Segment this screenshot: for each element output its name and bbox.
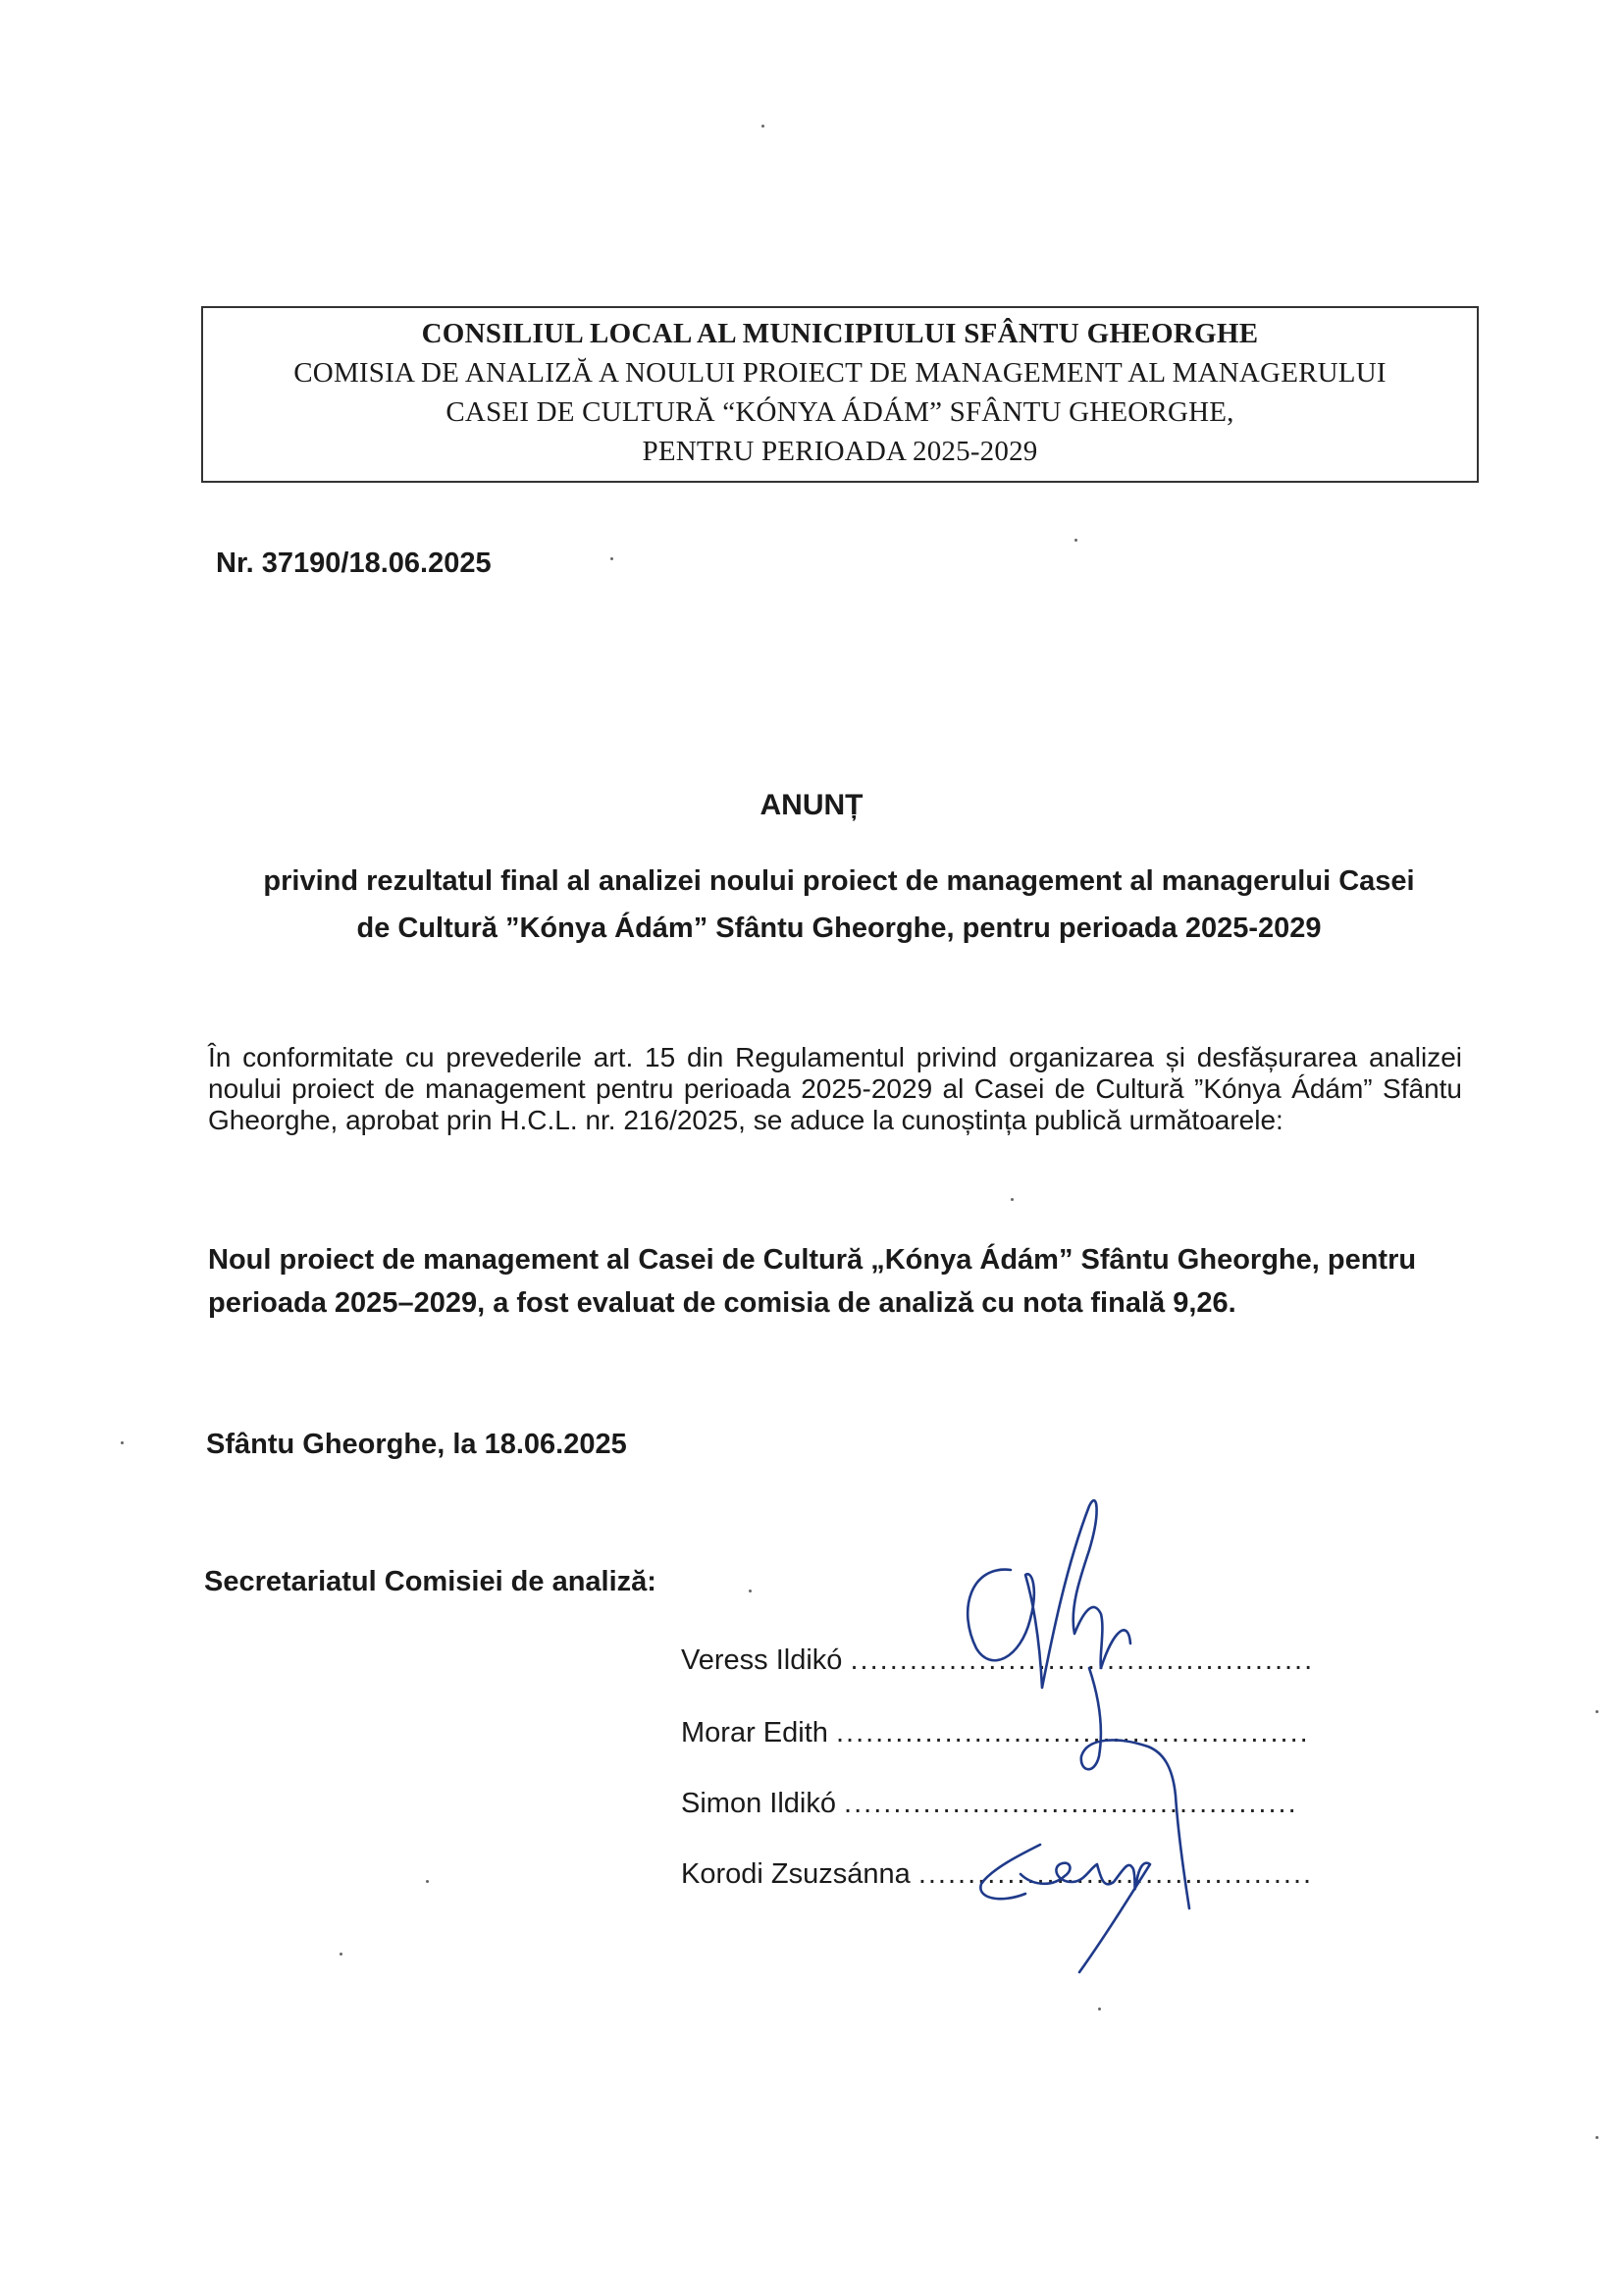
scan-speck	[1596, 1710, 1598, 1713]
secretariat-label: Secretariatul Comisiei de analiză:	[204, 1566, 656, 1597]
signature-line: ................................................	[835, 1717, 1310, 1748]
period-line: PENTRU PERIOADA 2025-2029	[642, 436, 1038, 467]
signatory-name: Simon Ildikó	[681, 1788, 836, 1819]
signatory-name: Korodi Zsuzsánna	[681, 1858, 911, 1890]
signature-line: ...............................................	[850, 1644, 1315, 1676]
signatory-row	[681, 1717, 1310, 1749]
document-title: ANUNȚ	[759, 789, 864, 821]
scan-speck	[1098, 2008, 1101, 2010]
scan-speck	[1011, 1198, 1014, 1201]
scan-speck	[1596, 2136, 1598, 2139]
document-subtitle	[206, 858, 1472, 952]
subtitle-line-2: de Cultură ”Kónya Ádám” Sfântu Gheorghe, pentru perioada 2025-2029	[356, 913, 1322, 944]
signature-line: ..............................................	[844, 1788, 1298, 1819]
council-name: CONSILIUL LOCAL AL MUNICIPIULUI SFÂNTU GHEORGHE	[421, 318, 1259, 349]
scan-speck	[340, 1953, 342, 1956]
scan-speck	[1074, 539, 1077, 542]
subtitle-line-1: privind rezultatul final al analizei noului proiect de management al managerului Casei	[263, 865, 1415, 897]
scan-speck	[761, 125, 764, 128]
registration-number: Nr. 37190/18.06.2025	[216, 548, 492, 579]
scan-speck	[749, 1590, 752, 1592]
signatory-row	[681, 1644, 1314, 1677]
body-paragraph: În conformitate cu prevederile art. 15 din Regulamentul privind organizarea și desfășurarea analizei noului proiect de management pentru perioada 2025-2029 al Casei de Cultură ”Kónya Ádám” Sfântu Gheorghe, aprobat prin H.C.L. nr. 216/2025, se aduce la cunoștința publică următoarele:	[208, 1042, 1462, 1135]
signatory-name: Veress Ildikó	[681, 1644, 843, 1676]
scan-speck	[610, 557, 613, 560]
place-date: Sfântu Gheorghe, la 18.06.2025	[206, 1429, 627, 1460]
signatory-row	[681, 1858, 1313, 1891]
scan-speck	[426, 1880, 429, 1883]
header-box	[201, 306, 1479, 483]
signatory-row	[681, 1788, 1298, 1820]
signatory-name: Morar Edith	[681, 1717, 828, 1748]
signature-line: ........................................	[917, 1858, 1314, 1890]
institution-name-line: CASEI DE CULTURĂ “KÓNYA ÁDÁM” SFÂNTU GHEORGHE,	[445, 396, 1234, 428]
commission-name-line: COMISIA DE ANALIZĂ A NOULUI PROIECT DE MANAGEMENT AL MANAGERULUI	[293, 357, 1387, 389]
result-paragraph: Noul proiect de management al Casei de Cultură „Kónya Ádám” Sfântu Gheorghe, pentru perioada 2025–2029, a fost evaluat de comisia de analiză cu nota finală 9,26.	[208, 1244, 1417, 1319]
scan-speck	[121, 1441, 124, 1444]
